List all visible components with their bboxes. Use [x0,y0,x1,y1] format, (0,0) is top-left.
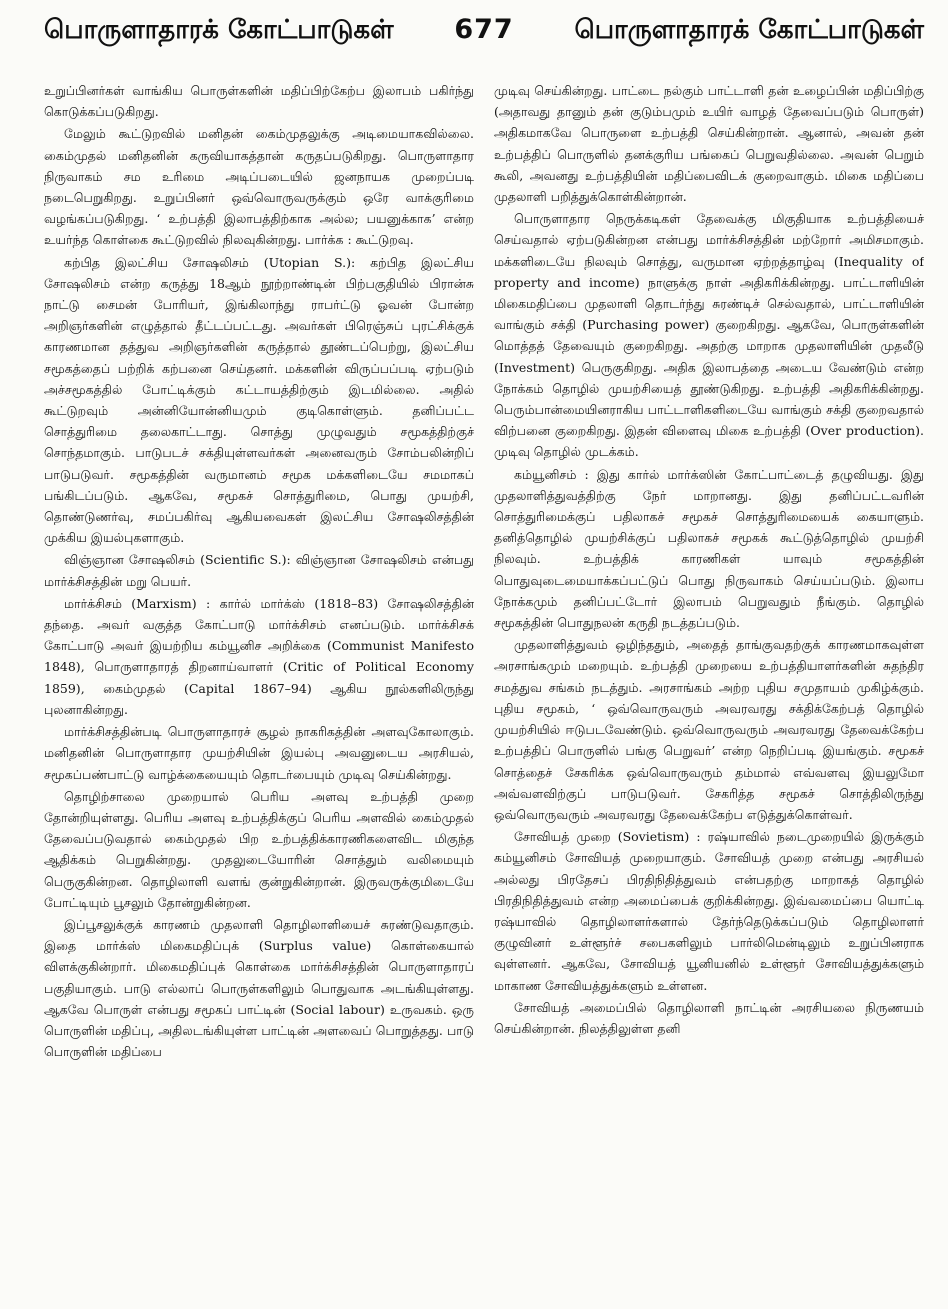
paragraph: இப்பூசலுக்குக் காரணம் முதலாளி தொழிலாளியைச் சுரண்டுவதாகும். இதை மார்க்ஸ் மிகைமதிப்புக் (Surplus value) கொள்கையால் விளக்குகின்றார். மிகைமதிப்புக் கொள்கை மார்க்சிசத்தின் பொருளாதாரப் பகுதியாகும். பாடு எல்லாப் பொருள்களிலும் பொதுவாக அடங்கியுள்ளது. ஆகவே பொருள் என்பது சமூகப் பாட்டின் (Social labour) உருவகம். ஒரு பொருளின் மதிப்பு, அதிலடங்கியுள்ள பாட்டின் அளவைப் பொறுத்தது. பாடு பொருளின் மதிப்பை [44,916,474,1060]
paragraph: மேலும் கூட்டுறவில் மனிதன் கைம்முதலுக்கு அடிமையாகவில்லை. கைம்முதல் மனிதனின் கருவியாகத்தான் கருதப்படுகிறது. பொருளாதார நிருவாகம் சம உரிமை அடிப்படையில் ஜனநாயக முறைப்படி நடைபெறுகிறது. உறுப்பினர் ஒவ்வொருவருக்கும் ஒரே வாக்குரிமை வழங்கப்படுகிறது. ‘ உற்பத்தி இலாபத்திற்காக அல்ல; பயனுக்காக’ என்ற உயர்ந்த கொள்கை கூட்டுறவில் நிலவுகின்றது. பார்க்க : கூட்டுறவு. [44,126,474,248]
running-header [44,14,924,66]
paragraph: கம்யூனிசம் : இது கார்ல் மார்க்ஸின் கோட்பாட்டைத் தழுவியது. இது முதலாளித்துவத்திற்கு நேர் மாறானது. இது தனிப்பட்டவரின் சொத்துரிமைக்குப் பதிலாகச் சமூகச் சொத்துரிமையைக் கையாளும். தனித்தொழில் முயற்சிக்குப் பதிலாகச் சமூகக் கூட்டுத்தொழில் முயற்சி நிலவும். உற்பத்திக் காரணிகள் யாவும் சமூகத்தின் பொதுவுடைமையாக்கப்பட்டுப் பொது நிருவாகம் செய்யப்படும். இலாப நோக்கமும் தனிப்பட்டோர் இலாபம் பெறுவதும் நீங்கும். தொழில் சமூகத்தின் பொதுநலன் கருதி நடத்தப்படும். [494,466,924,631]
paragraph: சோவியத் அமைப்பில் தொழிலாளி நாட்டின் அரசியலை நிருணயம் செய்கின்றான். நிலத்திலுள்ள தனி [494,999,924,1036]
paragraph: மார்க்சிசத்தின்படி பொருளாதாரச் சூழல் நாகரிகத்தின் அளவுகோலாகும். மனிதனின் பொருளாதார முயற்சியின் இயல்பு அவனுடைய அரசியல், சமூகப்பண்பாட்டு வாழ்க்கையையும் தொடர்பையும் முடிவு செய்கின்றது. [44,724,474,782]
paragraph: கற்பித இலட்சிய சோஷலிசம் (Utopian S.): கற்பித இலட்சிய சோஷலிசம் என்ற கருத்து 18ஆம் நூற்றாண்டின் பிற்பகுதியில் பிரான்சு நாட்டு சைமன் போரியர், இங்கிலாந்து ராபர்ட்டு ஓவன் போன்ற அறிஞர்களின் எழுத்தால் தீட்டப்பட்டது. அவர்கள் பிரெஞ்சுப் புரட்சிக்குக் காரணமான தத்துவ அறிஞர்களின் கருத்தால் தூண்டப்பெற்று, இலட்சிய சமூகத்தைப் பற்றிக் கற்பனை செய்தனர். மக்களின் விருப்பப்படி ஏற்படும் அச்சமூகத்தில் போட்டிக்கும் கட்டாயத்திற்கும் இடமில்லை. அதில் கூட்டுறவும் அன்னியோன்னியமும் குடிகொள்ளும். தனிப்பட்ட சொத்துரிமை தலைகாட்டாது. சொத்து முழுவதும் சமூகத்திற்குச் சொந்தமாகும். பாடுபடச் சக்தியுள்ளவர்கள் அனைவரும் சோம்பலின்றிப் பாடுபடுவர். சமூகத்தின் வருமானம் சமூக மக்களிடையே சமமாகப் பங்கிடப்படும். ஆகவே, சமூகச் சொத்துரிமை, பொது முயற்சி, தொண்டுணர்வு, சமப்பகிர்வு ஆகியவைகள் இலட்சிய சோஷலிசத்தின் முக்கிய இயல்புகளாகும். [44,254,474,546]
paragraph: மார்க்சிசம் (Marxism) : கார்ல் மார்க்ஸ் (1818–83) சோஷலிசத்தின் தந்தை. அவர் வகுத்த கோட்பாடு மார்க்சிசம் எனப்படும். மார்க்சிசக் கோட்பாடு அவர் இயற்றிய கம்யூனிச அறிக்கை (Communist Manifesto 1848), பொருளாதாரத் திறனாய்வாளர் (Critic of Political Economy 1859), கைம்முதல் (Capital 1867–94) ஆகிய நூல்களிலிருந்து புலனாகின்றது. [44,595,474,717]
paragraph: உறுப்பினர்கள் வாங்கிய பொருள்களின் மதிப்பிற்கேற்ப இலாபம் பகிர்ந்து கொடுக்கப்படுகிறது. [44,83,474,120]
page-number: 677 [454,14,514,45]
right-column [494,80,924,1302]
header-left-title: பொருளாதாரக் கோட்பாடுகள் [44,15,394,45]
header-right-title: பொருளாதாரக் கோட்பாடுகள் [574,15,924,45]
paragraph: விஞ்ஞான சோஷலிசம் (Scientific S.): விஞ்ஞான சோஷலிசம் என்பது மார்க்சிசத்தின் மறு பெயர். [44,552,474,589]
paragraph: முடிவு செய்கின்றது. பாட்டை நல்கும் பாட்டாளி தன் உழைப்பின் மதிப்பிற்கு (அதாவது தானும் தன் குடும்பமும் உயிர் வாழத் தேவைப்படும் பொருள்) அதிகமாகவே பொருளை உற்பத்தி செய்கின்றான். ஆனால், அவன் தன் உற்பத்திப் பொருளில் தனக்குரிய பங்கைப் பெறுவதில்லை. அவன் பெறும் கூலி, அவனது உற்பத்தியின் மதிப்பைவிடக் குறைவாகும். மிகை மதிப்பை முதலாளி பறித்துக்கொள்கின்றான். [494,83,924,205]
paragraph: தொழிற்சாலை முறையால் பெரிய அளவு உற்பத்தி முறை தோன்றியுள்ளது. பெரிய அளவு உற்பத்திக்குப் பெரிய அளவில் கைம்முதல் தேவைப்படுவதால் கைம்முதல் பிற உற்பத்திக்காரணிகளைவிட மிகுந்த ஆதிக்கம் பெறுகின்றது. முதலுடையோரின் சொத்தும் வலிமையும் பெருகுகின்றன. தொழிலாளி வளங் குன்றுகின்றான். இருவருக்குமிடையே போட்டியும் பூசலும் தோன்றுகின்றன. [44,788,474,910]
paragraph: முதலாளித்துவம் ஒழிந்ததும், அதைத் தாங்குவதற்குக் காரணமாகவுள்ள அரசாங்கமும் மறையும். உற்பத்தி முறையை உற்பத்தியாளர்களின் சுதந்திர சமத்துவ சங்கம் நடத்தும். அரசாங்கம் அற்ற புதிய சமுதாயம் முகிழ்க்கும். புதிய சமூகம், ‘ ஒவ்வொருவரும் அவரவரது சக்திக்கேற்பத் தொழில் முயற்சியில் ஈடுபடவேண்டும். ஒவ்வொருவரும் அவரவரது தேவைக்கேற்ப உற்பத்திப் பொருளில் பங்கு பெறுவர்’ என்ற நெறிப்படி இயங்கும். சமூகச் சொத்தைச் சேகரிக்க ஒவ்வொருவரும் தம்மால் எவ்வளவு இயலுமோ அவ்வளவிற்குப் பாடுபடுவர். சேகரித்த சமூகச் சொத்திலிருந்து ஒவ்வொருவரும் அவரவரது தேவைக்கேற்ப எடுத்துக்கொள்வர். [494,637,924,822]
text-columns [44,80,924,1302]
paragraph: சோவியத் முறை (Sovietism) : ரஷ்யாவில் நடைமுறையில் இருக்கும் கம்யூனிசம் சோவியத் முறையாகும். சோவியத் முறை என்பது அரசியல் அல்லது பிரதேசப் பிரதிநிதித்துவம் என்பதற்கு மாறாகத் தொழில் பிரதிநிதித்துவம் என்ற அமைப்பைக் குறிக்கின்றது. இவ்வமைப்பை யொட்டி ரஷ்யாவில் தொழிலாளர்களால் தேர்ந்தெடுக்கப்படும் தொழிலாளர் குழுவினர் உள்ளூர்ச் சபைகளிலும் பார்லிமென்டிலும் உறுப்பினராக வுள்ளனர். ஆகவே, சோவியத் யூனியனில் உள்ளூர் சோவியத்துக்களும் மாகாண சோவியத்துக்களும் உள்ளன. [494,829,924,993]
paragraph: பொருளாதார நெருக்கடிகள் தேவைக்கு மிகுதியாக உற்பத்தியைச் செய்வதால் ஏற்படுகின்றன என்பது மார்க்சிசத்தின் மற்றோர் அமிசமாகும். மக்களிடையே நிலவும் சொத்து, வருமான ஏற்றத்தாழ்வு (Inequality of property and income) நாளுக்கு நாள் அதிகரிக்கின்றது. பாட்டாளியின் மிகைமதிப்பை முதலாளி தொடர்ந்து சுரண்டிச் செல்வதால், பாட்டாளியின் வாங்கும் சக்தி (Purchasing power) குறைகிறது. ஆகவே, பொருள்களின் மொத்தத் தேவையும் குறைகிறது. அதற்கு மாறாக முதலாளியின் முதலீடு (Investment) பெருகுகிறது. அதிக இலாபத்தை அடைய வேண்டும் என்ற நோக்கம் தொழில் முயற்சியைத் தூண்டுகிறது. உற்பத்தி அதிகரிக்கின்றது. பெரும்பான்மையினராகிய பாட்டாளிகளிடையே வாங்கும் சக்தி குறைவதால் விற்பனை குறைகிறது. இதன் விளைவு மிகை உற்பத்தி (Over production). முடிவு தொழில் முடக்கம். [494,211,924,460]
left-column [44,80,474,1302]
